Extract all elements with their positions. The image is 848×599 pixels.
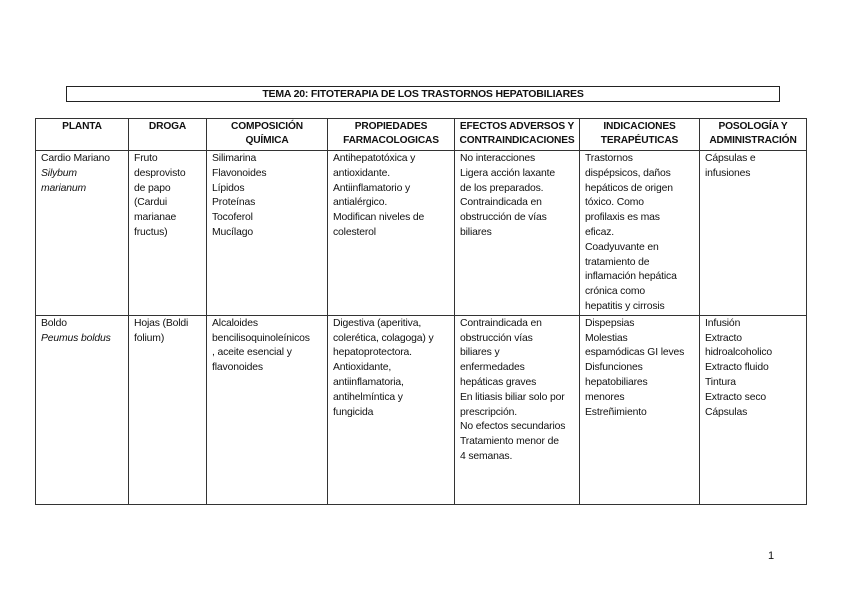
cell-line: flavonoides bbox=[212, 362, 263, 374]
cell-line: Antiinflamatorio y bbox=[333, 182, 410, 194]
cell-line: Cápsulas bbox=[705, 406, 748, 418]
cell-line: Peumus boldus bbox=[41, 332, 111, 344]
cell-line: Contraindicada en bbox=[460, 317, 542, 329]
cell-line: tratamiento de bbox=[585, 256, 650, 268]
cell-line: colerética, colagoga) y bbox=[333, 332, 434, 344]
cell-line: Estreñimiento bbox=[585, 406, 647, 418]
cell-line: eficaz. bbox=[585, 226, 614, 238]
cell-line: Infusión bbox=[705, 317, 741, 329]
header-line: COMPOSICIÓN bbox=[231, 121, 303, 132]
cell-line: Flavonoides bbox=[212, 167, 267, 179]
cell-planta bbox=[36, 151, 129, 316]
cell-line: En litiasis biliar solo por bbox=[460, 391, 565, 403]
header-posologia bbox=[700, 119, 807, 151]
header-line: PLANTA bbox=[62, 121, 102, 132]
cell-line: Tintura bbox=[705, 376, 736, 388]
cell-line: 4 semanas. bbox=[460, 450, 513, 462]
cell-line: Antihepatotóxica y bbox=[333, 153, 416, 164]
cell-line: Tocoferol bbox=[212, 212, 253, 224]
cell-line: Silybum bbox=[41, 167, 77, 179]
cell-efectos bbox=[455, 315, 580, 504]
cell-line: marianae bbox=[134, 212, 177, 224]
cell-line: Alcaloides bbox=[212, 317, 258, 329]
cell-line: desprovisto bbox=[134, 167, 186, 179]
cell-line: antihelmíntica y bbox=[333, 391, 403, 403]
cell-line: Hojas (Boldi bbox=[134, 317, 189, 329]
cell-line: No interacciones bbox=[460, 153, 535, 164]
cell-line: Cardio Mariano bbox=[41, 153, 110, 164]
cell-line: marianum bbox=[41, 182, 86, 194]
cell-line: menores bbox=[585, 391, 625, 403]
cell-line: Extracto bbox=[705, 332, 742, 344]
cell-line: biliares y bbox=[460, 347, 500, 359]
cell-line: Ligera acción laxante bbox=[460, 167, 556, 179]
header-line: INDICACIONES bbox=[603, 121, 676, 132]
cell-line: Molestias bbox=[585, 332, 628, 344]
header-row bbox=[36, 119, 807, 151]
hepatobiliary-phytotherapy-table bbox=[35, 118, 807, 505]
header-composicion bbox=[207, 119, 328, 151]
cell-line: hepatoprotectora. bbox=[333, 347, 412, 359]
cell-line: No efectos secundarios bbox=[460, 421, 566, 433]
header-propiedades bbox=[328, 119, 455, 151]
cell-composicion bbox=[207, 315, 328, 504]
cell-line: , aceite esencial y bbox=[212, 347, 292, 359]
cell-line: Proteínas bbox=[212, 197, 256, 209]
cell-line: profilaxis es mas bbox=[585, 212, 660, 224]
cell-propiedades bbox=[328, 151, 455, 316]
cell-line: dispépsicos, daños bbox=[585, 167, 671, 179]
cell-line: colesterol bbox=[333, 226, 376, 238]
table-title: TEMA 20: FITOTERAPIA DE LOS TRASTORNOS HEPATOBILIARES bbox=[66, 86, 780, 102]
cell-droga bbox=[129, 315, 207, 504]
cell-line: Digestiva (aperitiva, bbox=[333, 317, 422, 329]
cell-line: Antioxidante, bbox=[333, 362, 392, 374]
cell-composicion bbox=[207, 151, 328, 316]
cell-line: Mucílago bbox=[212, 226, 253, 238]
header-planta bbox=[36, 119, 129, 151]
cell-line: de los preparados. bbox=[460, 182, 544, 194]
cell-line: antialérgico. bbox=[333, 197, 388, 209]
header-line: TERAPÉUTICAS bbox=[600, 135, 679, 146]
cell-line: Silimarina bbox=[212, 153, 257, 164]
cell-droga bbox=[129, 151, 207, 316]
cell-line: Tratamiento menor de bbox=[460, 436, 559, 448]
cell-posologia bbox=[700, 315, 807, 504]
cell-line: hepatobiliares bbox=[585, 376, 648, 388]
cell-line: biliares bbox=[460, 226, 492, 238]
cell-line: hepáticas graves bbox=[460, 376, 537, 388]
header-indicaciones bbox=[580, 119, 700, 151]
header-line: POSOLOGÍA Y bbox=[718, 121, 788, 132]
cell-line: Cápsulas e bbox=[705, 153, 756, 164]
header-droga bbox=[129, 119, 207, 151]
cell-line: obstrucción de vías bbox=[460, 212, 547, 224]
cell-line: de papo bbox=[134, 182, 171, 194]
cell-line: obstrucción vías bbox=[460, 332, 533, 344]
cell-line: Disfunciones bbox=[585, 362, 643, 374]
cell-line: antioxidante. bbox=[333, 167, 390, 179]
cell-indicaciones bbox=[580, 315, 700, 504]
cell-line: fungicida bbox=[333, 406, 374, 418]
table-row-boldo bbox=[36, 315, 807, 504]
header-line: FARMACOLOGICAS bbox=[343, 135, 439, 146]
cell-line: Coadyuvante en bbox=[585, 241, 659, 253]
cell-line: infusiones bbox=[705, 167, 751, 179]
cell-line: prescripción. bbox=[460, 406, 517, 418]
cell-line: espamódicas GI leves bbox=[585, 347, 685, 359]
header-line: EFECTOS ADVERSOS Y bbox=[459, 121, 575, 132]
cell-line: (Cardui bbox=[134, 197, 168, 209]
cell-line: crónica como bbox=[585, 286, 645, 298]
cell-line: hidroalcoholico bbox=[705, 347, 773, 359]
cell-efectos bbox=[455, 151, 580, 316]
header-line: PROPIEDADES bbox=[354, 121, 428, 132]
cell-line: Dispepsias bbox=[585, 317, 635, 329]
header-line: DROGA bbox=[148, 121, 187, 132]
cell-posologia bbox=[700, 151, 807, 316]
cell-line: Lípidos bbox=[212, 182, 245, 194]
cell-line: Extracto seco bbox=[705, 391, 766, 403]
cell-line: Boldo bbox=[41, 317, 67, 329]
cell-indicaciones bbox=[580, 151, 700, 316]
header-line: CONTRAINDICACIONES bbox=[459, 135, 575, 146]
cell-line: hepáticos de origen bbox=[585, 182, 673, 194]
cell-line: bencilisoquinoleínicos bbox=[212, 332, 310, 344]
cell-line: antiinflamatoria, bbox=[333, 376, 404, 388]
header-efectos bbox=[455, 119, 580, 151]
cell-line: Fruto bbox=[134, 153, 158, 164]
header-line: QUÍMICA bbox=[245, 135, 289, 146]
table-row-cardo-mariano bbox=[36, 151, 807, 316]
cell-line: Extracto fluido bbox=[705, 362, 769, 374]
cell-planta bbox=[36, 315, 129, 504]
cell-line: Modifican niveles de bbox=[333, 212, 425, 224]
page-number: 1 bbox=[768, 550, 775, 562]
cell-propiedades bbox=[328, 315, 455, 504]
header-line: ADMINISTRACIÓN bbox=[709, 135, 797, 146]
cell-line: Contraindicada en bbox=[460, 197, 542, 209]
cell-line: hepatitis y cirrosis bbox=[585, 300, 665, 312]
cell-line: fructus) bbox=[134, 226, 168, 238]
cell-line: enfermedades bbox=[460, 362, 525, 374]
cell-line: inflamación hepática bbox=[585, 271, 677, 283]
cell-line: Trastornos bbox=[585, 153, 633, 164]
cell-line: folium) bbox=[134, 332, 165, 344]
cell-line: tóxico. Como bbox=[585, 197, 644, 209]
